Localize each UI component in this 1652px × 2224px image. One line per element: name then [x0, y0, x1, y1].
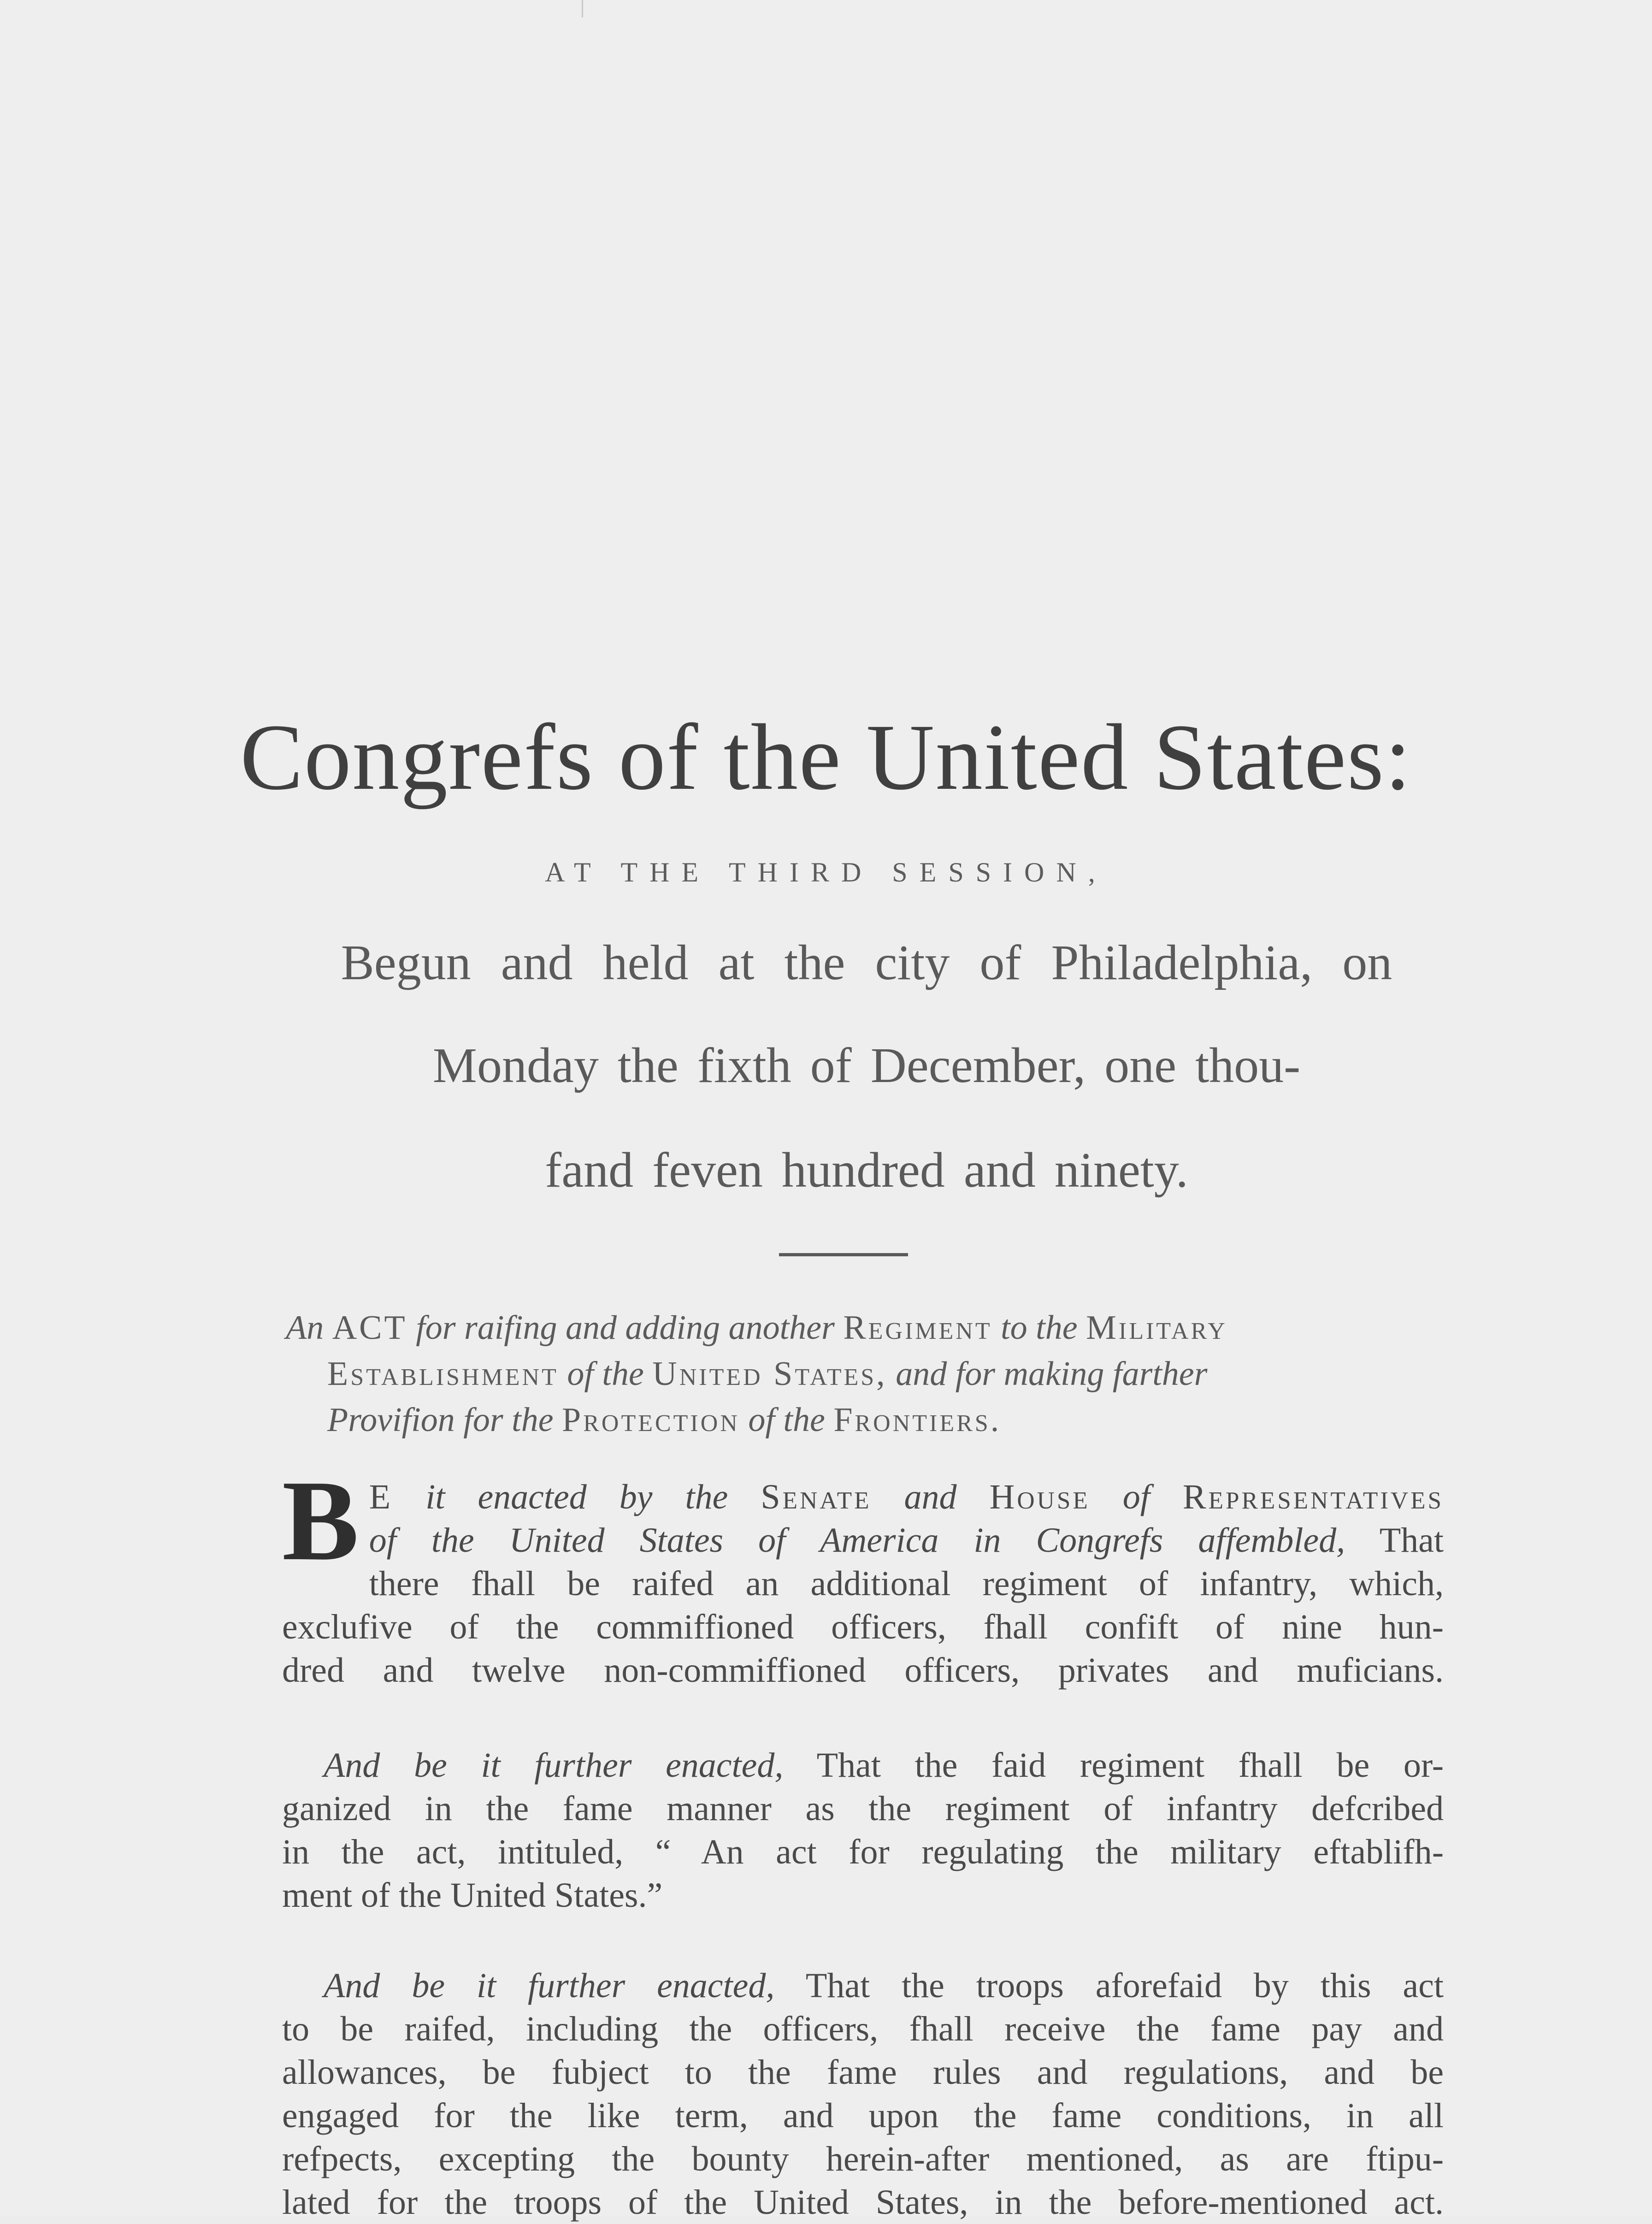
act-title-line-3 — [286, 1397, 1447, 1443]
document-title: Congrefs of the United States: — [240, 705, 1412, 810]
p1-text: it enacted by the — [393, 1478, 761, 1516]
act-title — [286, 1305, 1447, 1443]
begun-line-1: Begun and held at the city of Philadelphia, on — [341, 935, 1392, 990]
p3-text: That the troops aforefaid by this act — [774, 1966, 1444, 2005]
act-text: An — [286, 1309, 332, 1347]
begun-line-3: fand feven hundred and ninety. — [545, 1143, 1188, 1198]
paragraph-1 — [282, 1457, 1444, 1692]
act-word: ACT — [332, 1309, 407, 1347]
paragraph-1-line-3: there fhall be raifed an additional regiment of infantry, which, — [369, 1564, 1444, 1603]
act-text: to the — [992, 1309, 1086, 1347]
act-title-line-1 — [286, 1305, 1447, 1351]
paragraph-2-line-2: ganized in the fame manner as the regiment of infantry defcribed — [282, 1789, 1444, 1828]
p1-text: and — [871, 1478, 990, 1516]
act-text: of the — [739, 1401, 834, 1439]
act-word: Establishment — [327, 1355, 559, 1393]
p1-text: of the United States of America in Congrefs affembled, — [369, 1521, 1345, 1560]
act-word: United States, — [652, 1355, 887, 1393]
act-text: and for making farther — [887, 1355, 1208, 1393]
act-word: Military — [1086, 1309, 1227, 1347]
act-word: Frontiers. — [833, 1401, 1002, 1439]
p1-text: That — [1345, 1521, 1444, 1560]
act-text: of the — [558, 1355, 653, 1393]
paragraph-1-line-4: exclufive of the commiffioned officers, fhall confift of nine hun- — [282, 1608, 1444, 1646]
p1-word: Senate — [761, 1478, 872, 1516]
divider-rule — [779, 1253, 908, 1256]
paragraph-1-line-1 — [282, 1475, 1444, 1519]
paragraph-1-line-5: dred and twelve non-commiffioned officers, privates and muficians. — [282, 1651, 1444, 1690]
paragraph-2-line-1 — [282, 1744, 1444, 1787]
p1-text: E — [369, 1478, 393, 1516]
paragraph-3-line-1 — [282, 1964, 1444, 2007]
act-text: for raifing and adding another — [407, 1309, 844, 1347]
act-word: Protection — [562, 1401, 740, 1439]
p2-text: And be it further enacted, — [324, 1746, 784, 1785]
p1-text: of — [1090, 1478, 1183, 1516]
paragraph-3-line-3: allowances, be fubject to the fame rules and regulations, and be — [282, 2053, 1444, 2092]
p2-text: That the faid regiment fhall be or- — [783, 1746, 1444, 1785]
drop-cap: B — [282, 1457, 359, 1585]
act-text: Provifion for the — [327, 1401, 562, 1439]
paragraph-1-line-2 — [282, 1519, 1444, 1562]
paragraph-3-line-6: lated for the troops of the United States, in the before-mentioned act. — [282, 2183, 1444, 2222]
act-word: Regiment — [843, 1309, 992, 1347]
paragraph-3-line-2: to be raifed, including the officers, fhall receive the fame pay and — [282, 2010, 1444, 2048]
p3-text: And be it further enacted, — [324, 1966, 775, 2005]
paragraph-2 — [282, 1744, 1444, 1917]
p1-word: Representatives — [1182, 1478, 1444, 1516]
scan-mark — [582, 0, 583, 18]
p1-word: House — [989, 1478, 1090, 1516]
paragraph-2-line-3: in the act, intituled, “ An act for regulating the military eftablifh- — [282, 1833, 1444, 1871]
session-heading: AT THE THIRD SESSION, — [545, 857, 1107, 887]
begun-line-2: Monday the fixth of December, one thou- — [432, 1038, 1301, 1093]
paragraph-3-line-4: engaged for the like term, and upon the fame conditions, in all — [282, 2096, 1444, 2135]
act-title-line-2 — [286, 1351, 1447, 1397]
paragraph-3-line-5: refpects, excepting the bounty herein-after mentioned, as are ftipu- — [282, 2140, 1444, 2178]
paragraph-2-line-4: ment of the United States.” — [282, 1876, 663, 1915]
paragraph-3 — [282, 1964, 1444, 2224]
